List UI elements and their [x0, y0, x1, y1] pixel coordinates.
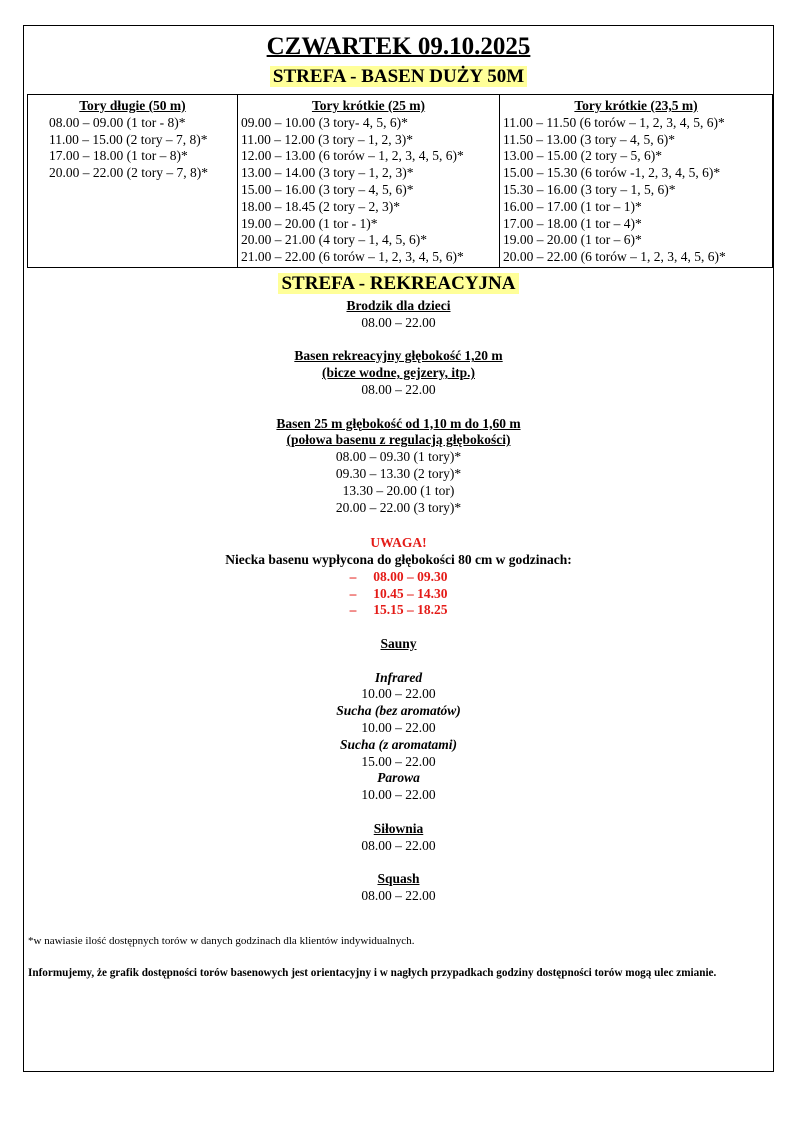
sauna-name: Infrared	[374, 669, 423, 685]
sauna-hours: 10.00 – 22.00	[361, 787, 436, 803]
lane-row: 11.00 – 12.00 (3 tory – 1, 2, 3)*	[241, 131, 413, 147]
sauna-name: Sucha (bez aromatów)	[336, 703, 461, 719]
lane-row: 11.50 – 13.00 (3 tory – 4, 5, 6)*	[503, 131, 675, 147]
lane-row: 17.00 – 18.00 (1 tor – 8)*	[49, 148, 188, 164]
sauna-name: Sucha (z aromatami)	[339, 736, 458, 752]
lanes-table	[27, 94, 773, 268]
schedule-frame	[23, 25, 774, 1072]
sauna-hours: 10.00 – 22.00	[361, 719, 436, 735]
notice-label: UWAGA!	[370, 535, 427, 551]
lane-row: 13.00 – 15.00 (2 tory – 5, 6)*	[503, 148, 662, 164]
notice-time: – 15.15 – 18.25	[349, 602, 448, 618]
lane-row: 20.00 – 21.00 (4 tory – 1, 4, 5, 6)*	[241, 232, 427, 248]
gym-title: Siłownia	[373, 820, 424, 836]
lane-row: 08.00 – 09.00 (1 tor - 8)*	[49, 114, 186, 130]
lane-row: 15.00 – 15.30 (6 torów -1, 2, 3, 4, 5, 6)*	[503, 165, 721, 181]
lane-row: 12.00 – 13.00 (6 torów – 1, 2, 3, 4, 5, 6)*	[241, 148, 464, 164]
lane-row: 09.00 – 10.00 (3 tory- 4, 5, 6)*	[241, 114, 408, 130]
lane-row: 11.00 – 15.00 (2 tory – 7, 8)*	[49, 131, 208, 147]
lane-row: 19.00 – 20.00 (1 tor - 1)*	[241, 215, 378, 231]
pool25-hours: 08.00 – 09.30 (1 tory)*	[335, 449, 462, 465]
lane-row: 15.00 – 16.00 (3 tory – 4, 5, 6)*	[241, 181, 414, 197]
column-header: Tory krótkie (25 m)	[311, 98, 426, 113]
lane-row: 11.00 – 11.50 (6 torów – 1, 2, 3, 4, 5, 6)*	[503, 114, 725, 130]
page-title: CZWARTEK 09.10.2025	[266, 33, 531, 60]
rec-pool-hours: 08.00 – 22.00	[361, 381, 436, 397]
pool25-subtitle: (połowa basenu z regulacją głębokości)	[286, 432, 511, 448]
lane-row: 19.00 – 20.00 (1 tor – 6)*	[503, 232, 642, 248]
saunas-title: Sauny	[380, 635, 417, 651]
lanes-column-short-25	[238, 95, 500, 268]
sauna-hours: 15.00 – 22.00	[361, 753, 436, 769]
lane-row: 20.00 – 22.00 (6 torów – 1, 2, 3, 4, 5, 6)*	[503, 249, 726, 265]
zone-big-pool-heading: STREFA - BASEN DUŻY 50M	[24, 65, 773, 89]
pool25-hours: 09.30 – 13.30 (2 tory)*	[335, 465, 462, 481]
sauna-name: Parowa	[377, 770, 420, 786]
lane-row: 17.00 – 18.00 (1 tor – 4)*	[503, 215, 642, 231]
squash-hours: 08.00 – 22.00	[361, 887, 436, 903]
lane-row: 15.30 – 16.00 (3 tory – 1, 5, 6)*	[503, 181, 676, 197]
lane-row: 20.00 – 22.00 (2 tory – 7, 8)*	[49, 165, 208, 181]
pool25-hours: 20.00 – 22.00 (3 tory)*	[335, 499, 462, 515]
notice-time: – 10.45 – 14.30	[349, 585, 448, 601]
lane-row: 13.00 – 14.00 (3 tory – 1, 2, 3)*	[241, 165, 414, 181]
footnote: *w nawiasie ilość dostępnych torów w danych godzinach dla klientów indywidualnych.	[28, 935, 415, 947]
kids-pool-hours: 08.00 – 22.00	[361, 314, 436, 330]
column-header: Tory krótkie (23,5 m)	[574, 98, 698, 113]
squash-title: Squash	[377, 871, 420, 887]
pool25-title: Basen 25 m głębokość od 1,10 m do 1,60 m	[276, 415, 521, 431]
lane-row: 21.00 – 22.00 (6 torów – 1, 2, 3, 4, 5, 6)*	[241, 249, 464, 265]
zone-recreation-heading: STREFA - REKREACYJNA	[24, 272, 773, 296]
disclaimer: Informujemy, że grafik dostępności torów basenowych jest orientacyjny i w nagłych przypadkach godziny dostępności torów mogą ulec zmianie.	[28, 967, 717, 979]
rec-pool-title: Basen rekreacyjny głębokość 1,20 m	[294, 348, 503, 364]
lane-row: 18.00 – 18.45 (2 tory – 2, 3)*	[241, 198, 400, 214]
lanes-column-short-23-5	[500, 95, 773, 268]
column-header: Tory długie (50 m)	[79, 98, 186, 113]
recreation-section	[24, 298, 773, 905]
notice-text: Niecka basenu wypłycona do głębokości 80 cm w godzinach:	[225, 551, 572, 567]
lanes-column-long	[28, 95, 238, 268]
lane-row: 16.00 – 17.00 (1 tor – 1)*	[503, 198, 642, 214]
gym-hours: 08.00 – 22.00	[361, 837, 436, 853]
notice-time: – 08.00 – 09.30	[349, 568, 448, 584]
pool25-hours: 13.30 – 20.00 (1 tor)	[342, 482, 455, 498]
sauna-hours: 10.00 – 22.00	[361, 686, 436, 702]
kids-pool-title: Brodzik dla dzieci	[346, 298, 451, 313]
rec-pool-subtitle: (bicze wodne, gejzery, itp.)	[322, 365, 475, 381]
